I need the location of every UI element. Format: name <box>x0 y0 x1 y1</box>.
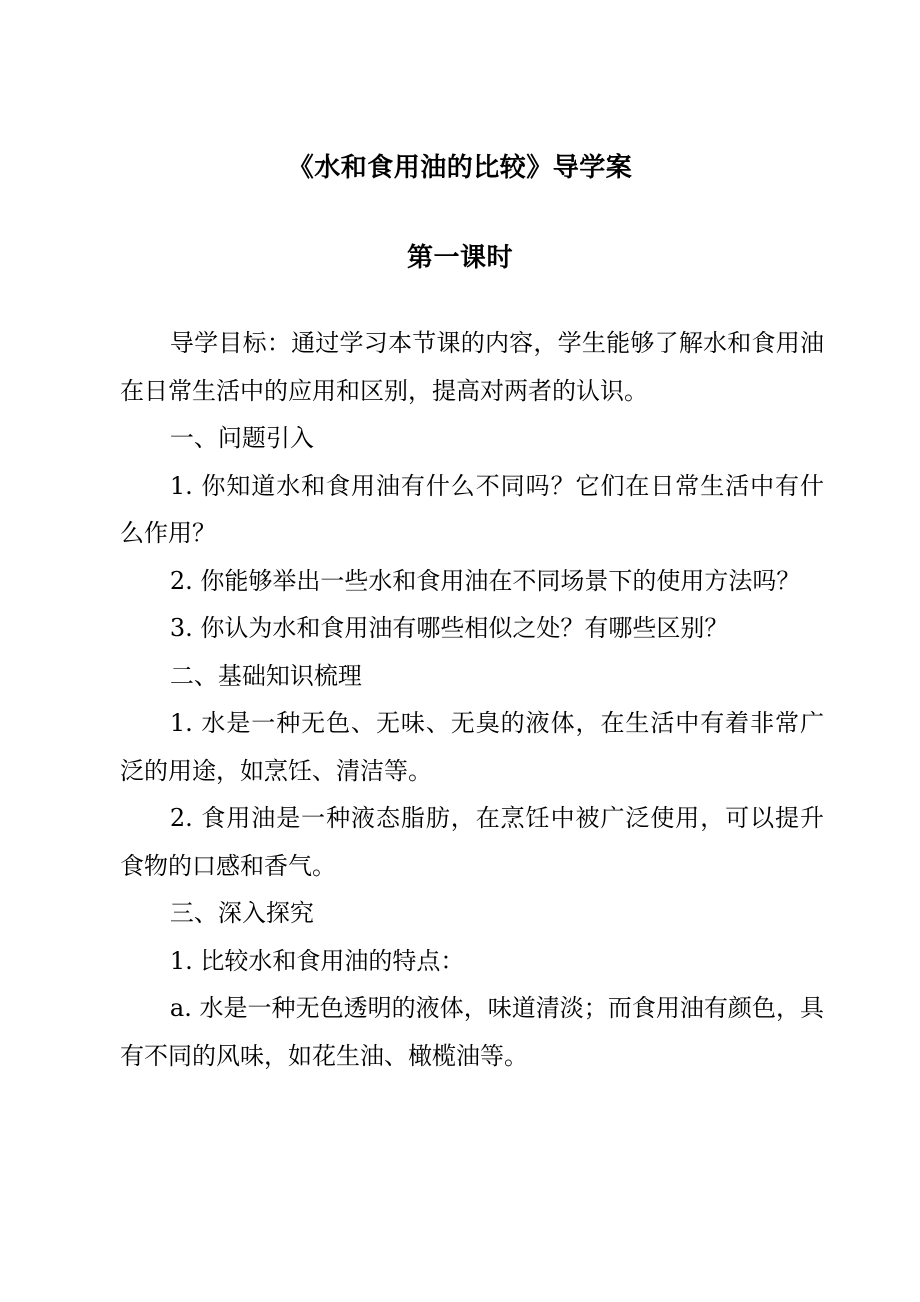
learning-objective-paragraph: 导学目标：通过学习本节课的内容，学生能够了解水和食用油在日常生活中的应用和区别，提高对两者的认识。 <box>120 329 824 405</box>
inquiry-subitem-a: a. 水是一种无色透明的液体，味道清淡；而食用油有颜色，具有不同的风味，如花生油、橄榄油等。 <box>120 994 824 1070</box>
document-subtitle: 第一课时 <box>406 243 513 273</box>
section-heading-basic-knowledge: 二、基础知识梳理 <box>169 661 362 690</box>
section-heading-deep-inquiry: 三、深入探究 <box>169 899 314 927</box>
question-item-3: 3. 你认为水和食用油有哪些相似之处？有哪些区别？ <box>169 614 729 642</box>
inquiry-item-1: 1. 比较水和食用油的特点： <box>169 946 465 975</box>
knowledge-item-1: 1. 水是一种无色、无味、无臭的液体，在生活中有着非常广泛的用途，如烹饪、清洁等。 <box>120 709 824 785</box>
document-body <box>120 320 824 1080</box>
knowledge-item-2: 2. 食用油是一种液态脂肪，在烹饪中被广泛使用，可以提升食物的口感和香气。 <box>120 804 824 880</box>
section-heading-question-intro: 一、问题引入 <box>169 424 314 452</box>
question-item-2: 2. 你能够举出一些水和食用油在不同场景下的使用方法吗？ <box>169 566 801 595</box>
document-title: 《水和食用油的比较》导学案 <box>287 153 633 183</box>
question-item-1: 1. 你知道水和食用油有什么不同吗？它们在日常生活中有什么作用？ <box>120 471 824 547</box>
